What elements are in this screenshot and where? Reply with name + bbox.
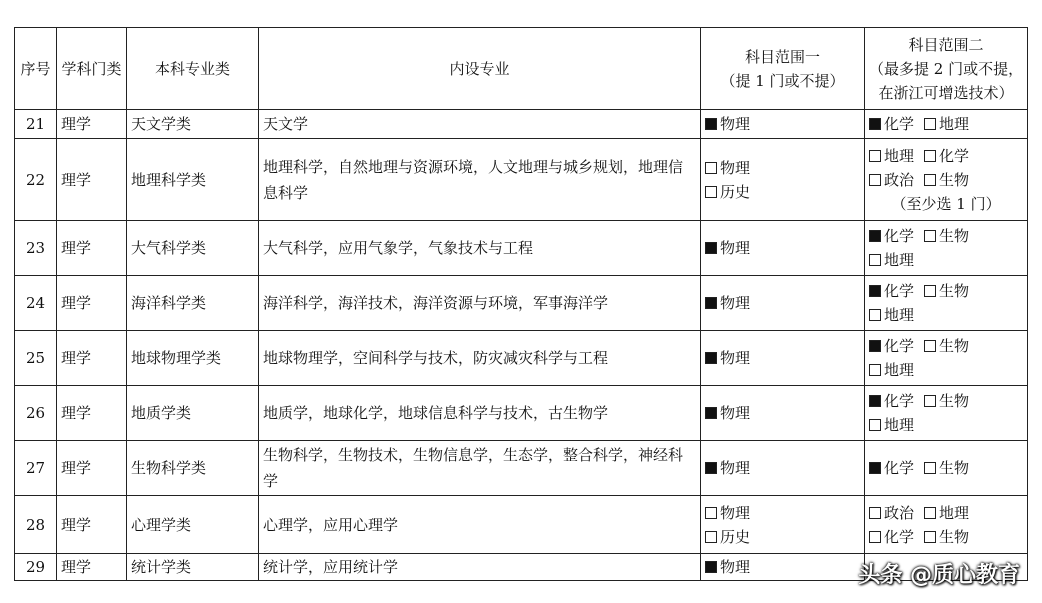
subject-label: 物理 bbox=[720, 115, 751, 133]
unchecked-box-icon bbox=[869, 531, 881, 543]
subject-label: 物理 bbox=[720, 558, 751, 576]
range2-note: （至少选 1 门） bbox=[891, 194, 1001, 213]
header-field: 学科门类 bbox=[57, 28, 127, 110]
subject-label: 物理 bbox=[720, 349, 751, 367]
unchecked-box-icon bbox=[924, 531, 936, 543]
cell-field: 理学 bbox=[57, 276, 127, 331]
unchecked-box-icon bbox=[705, 531, 717, 543]
cell-range2 bbox=[865, 441, 1028, 496]
range1-line bbox=[705, 236, 860, 260]
checked-box-icon bbox=[705, 462, 717, 474]
subject-option bbox=[869, 413, 914, 437]
checked-box-icon bbox=[705, 118, 717, 130]
header-range1-title: 科目范围一 bbox=[744, 47, 820, 66]
subject-label: 地理 bbox=[939, 503, 970, 522]
cell-range1 bbox=[701, 386, 865, 441]
checked-box-icon bbox=[705, 242, 717, 254]
cell-category: 天文学类 bbox=[127, 110, 259, 139]
checked-box-icon bbox=[869, 285, 881, 297]
range1-line bbox=[705, 401, 860, 425]
range2-line bbox=[869, 456, 1023, 480]
subject-option bbox=[869, 525, 914, 549]
unchecked-box-icon bbox=[924, 118, 936, 130]
subject-option bbox=[869, 389, 914, 413]
cell-range1 bbox=[701, 331, 865, 386]
cell-majors: 统计学，应用统计学 bbox=[259, 554, 701, 581]
cell-majors: 地球物理学，空间科学与技术，防灾减灾科学与工程 bbox=[259, 331, 701, 386]
cell-range2 bbox=[865, 331, 1028, 386]
cell-field: 理学 bbox=[57, 386, 127, 441]
cell-field: 理学 bbox=[57, 221, 127, 276]
checked-box-icon bbox=[869, 230, 881, 242]
subject-option bbox=[924, 501, 969, 525]
cell-majors: 生物科学，生物技术，生物信息学，生态学，整合科学，神经科学 bbox=[259, 441, 701, 496]
subject-label: 物理 bbox=[720, 158, 751, 177]
checked-box-icon bbox=[705, 561, 717, 573]
subject-option bbox=[869, 144, 914, 168]
cell-no: 24 bbox=[15, 276, 57, 331]
subject-label: 物理 bbox=[720, 459, 751, 477]
unchecked-box-icon bbox=[924, 285, 936, 297]
cell-range2 bbox=[865, 496, 1028, 554]
subject-option bbox=[924, 224, 969, 248]
subject-option bbox=[705, 401, 750, 425]
cell-no: 22 bbox=[15, 139, 57, 221]
cell-range2 bbox=[865, 110, 1028, 139]
subject-label: 生物 bbox=[939, 459, 970, 477]
table-row bbox=[15, 386, 1028, 441]
range1-line bbox=[705, 180, 860, 204]
unchecked-box-icon bbox=[705, 162, 717, 174]
cell-no: 21 bbox=[15, 110, 57, 139]
cell-range2 bbox=[865, 221, 1028, 276]
checked-box-icon bbox=[869, 340, 881, 352]
subject-option bbox=[705, 525, 750, 549]
cell-range2 bbox=[865, 386, 1028, 441]
header-row bbox=[15, 28, 1028, 110]
subject-label: 生物 bbox=[939, 392, 970, 410]
checked-box-icon bbox=[705, 297, 717, 309]
subject-option bbox=[705, 291, 750, 315]
cell-category: 统计学类 bbox=[127, 554, 259, 581]
range2-line bbox=[869, 525, 1023, 549]
header-range1-note: （提 1 门或不提） bbox=[720, 71, 845, 90]
range2-line bbox=[869, 112, 1023, 136]
subject-option bbox=[924, 456, 969, 480]
table-row bbox=[15, 331, 1028, 386]
header-majors: 内设专业 bbox=[259, 28, 701, 110]
unchecked-box-icon bbox=[869, 507, 881, 519]
cell-category: 海洋科学类 bbox=[127, 276, 259, 331]
cell-majors: 天文学 bbox=[259, 110, 701, 139]
subject-option bbox=[924, 279, 969, 303]
subject-label: 生物 bbox=[939, 282, 970, 300]
subject-label: 化学 bbox=[884, 459, 915, 477]
table-row bbox=[15, 139, 1028, 221]
subject-label: 历史 bbox=[720, 182, 751, 201]
cell-range1 bbox=[701, 110, 865, 139]
subject-option bbox=[705, 156, 750, 180]
cell-range1 bbox=[701, 554, 865, 581]
subject-option bbox=[869, 248, 914, 272]
cell-field: 理学 bbox=[57, 110, 127, 139]
subject-label: 化学 bbox=[884, 527, 915, 546]
cell-range2 bbox=[865, 276, 1028, 331]
range2-line bbox=[869, 224, 1023, 248]
subject-label: 生物 bbox=[939, 170, 970, 189]
unchecked-box-icon bbox=[924, 150, 936, 162]
range1-line bbox=[705, 501, 860, 525]
checked-box-icon bbox=[705, 407, 717, 419]
watermark: 头条 @质心教育 bbox=[858, 563, 1020, 588]
cell-range1 bbox=[701, 441, 865, 496]
cell-category: 生物科学类 bbox=[127, 441, 259, 496]
range2-line bbox=[869, 413, 1023, 437]
subject-option bbox=[924, 525, 969, 549]
cell-field: 理学 bbox=[57, 139, 127, 221]
subject-label: 物理 bbox=[720, 404, 751, 422]
cell-no: 27 bbox=[15, 441, 57, 496]
checked-box-icon bbox=[869, 462, 881, 474]
range1-line bbox=[705, 456, 860, 480]
unchecked-box-icon bbox=[924, 174, 936, 186]
header-range2-title: 科目范围二 bbox=[908, 35, 984, 54]
subject-option bbox=[869, 358, 914, 382]
subject-option bbox=[869, 456, 914, 480]
subject-option bbox=[924, 144, 969, 168]
range2-line bbox=[869, 248, 1023, 272]
subject-label: 物理 bbox=[720, 294, 751, 312]
cell-category: 地理科学类 bbox=[127, 139, 259, 221]
subject-option bbox=[705, 555, 750, 579]
unchecked-box-icon bbox=[924, 462, 936, 474]
range2-line bbox=[869, 168, 1023, 192]
subject-option bbox=[869, 501, 914, 525]
unchecked-box-icon bbox=[869, 254, 881, 266]
unchecked-box-icon bbox=[869, 309, 881, 321]
subject-option bbox=[705, 236, 750, 260]
table-row bbox=[15, 110, 1028, 139]
cell-no: 23 bbox=[15, 221, 57, 276]
cell-range2 bbox=[865, 139, 1028, 221]
cell-category: 地质学类 bbox=[127, 386, 259, 441]
subject-option bbox=[869, 168, 914, 192]
cell-majors: 大气科学，应用气象学，气象技术与工程 bbox=[259, 221, 701, 276]
subject-option bbox=[869, 112, 914, 136]
table-row bbox=[15, 276, 1028, 331]
cell-field: 理学 bbox=[57, 441, 127, 496]
subject-option bbox=[869, 279, 914, 303]
range2-line bbox=[869, 501, 1023, 525]
unchecked-box-icon bbox=[924, 230, 936, 242]
header-category: 本科专业类 bbox=[127, 28, 259, 110]
header-no: 序号 bbox=[15, 28, 57, 110]
subject-label: 化学 bbox=[939, 146, 970, 165]
range1-line bbox=[705, 156, 860, 180]
header-range1 bbox=[701, 28, 865, 110]
table-row bbox=[15, 221, 1028, 276]
unchecked-box-icon bbox=[924, 507, 936, 519]
subject-label: 物理 bbox=[720, 239, 751, 257]
cell-no: 25 bbox=[15, 331, 57, 386]
unchecked-box-icon bbox=[869, 150, 881, 162]
range1-line bbox=[705, 555, 860, 579]
cell-majors: 地理科学，自然地理与资源环境，人文地理与城乡规划，地理信息科学 bbox=[259, 139, 701, 221]
header-range2 bbox=[865, 28, 1028, 110]
subject-label: 物理 bbox=[720, 503, 751, 522]
subject-label: 化学 bbox=[884, 392, 915, 410]
table-row bbox=[15, 496, 1028, 554]
subject-label: 地理 bbox=[884, 416, 915, 434]
unchecked-box-icon bbox=[705, 507, 717, 519]
unchecked-box-icon bbox=[869, 364, 881, 376]
subject-option bbox=[869, 303, 914, 327]
cell-majors: 海洋科学，海洋技术，海洋资源与环境，军事海洋学 bbox=[259, 276, 701, 331]
range2-line bbox=[869, 303, 1023, 327]
range1-line bbox=[705, 291, 860, 315]
unchecked-box-icon bbox=[869, 174, 881, 186]
unchecked-box-icon bbox=[705, 186, 717, 198]
cell-range1 bbox=[701, 496, 865, 554]
cell-range1 bbox=[701, 276, 865, 331]
cell-range1 bbox=[701, 139, 865, 221]
range1-line bbox=[705, 112, 860, 136]
table-row bbox=[15, 441, 1028, 496]
checked-box-icon bbox=[869, 395, 881, 407]
cell-field: 理学 bbox=[57, 496, 127, 554]
cell-no: 28 bbox=[15, 496, 57, 554]
subject-requirements-table bbox=[14, 27, 1028, 581]
subject-option bbox=[924, 112, 969, 136]
unchecked-box-icon bbox=[869, 419, 881, 431]
cell-field: 理学 bbox=[57, 331, 127, 386]
range2-line bbox=[869, 358, 1023, 382]
cell-no: 29 bbox=[15, 554, 57, 581]
range2-line bbox=[869, 144, 1023, 168]
subject-label: 生物 bbox=[939, 227, 970, 245]
subject-label: 历史 bbox=[720, 527, 751, 546]
subject-label: 地理 bbox=[884, 361, 915, 379]
subject-option bbox=[705, 112, 750, 136]
cell-category: 大气科学类 bbox=[127, 221, 259, 276]
subject-option bbox=[705, 501, 750, 525]
subject-label: 化学 bbox=[884, 227, 915, 245]
unchecked-box-icon bbox=[924, 395, 936, 407]
subject-label: 化学 bbox=[884, 337, 915, 355]
subject-option bbox=[924, 389, 969, 413]
cell-category: 心理学类 bbox=[127, 496, 259, 554]
subject-label: 地理 bbox=[884, 146, 915, 165]
range1-line bbox=[705, 525, 860, 549]
subject-label: 地理 bbox=[884, 251, 915, 269]
range1-line bbox=[705, 346, 860, 370]
cell-no: 26 bbox=[15, 386, 57, 441]
checked-box-icon bbox=[869, 118, 881, 130]
subject-label: 化学 bbox=[884, 282, 915, 300]
subject-label: 政治 bbox=[884, 503, 915, 522]
subject-option bbox=[705, 346, 750, 370]
subject-option bbox=[924, 168, 969, 192]
subject-option bbox=[705, 456, 750, 480]
cell-field: 理学 bbox=[57, 554, 127, 581]
subject-option bbox=[869, 224, 914, 248]
subject-label: 生物 bbox=[939, 527, 970, 546]
checked-box-icon bbox=[705, 352, 717, 364]
subject-label: 地理 bbox=[939, 115, 970, 133]
range2-line bbox=[869, 389, 1023, 413]
subject-option bbox=[869, 334, 914, 358]
subject-label: 生物 bbox=[939, 337, 970, 355]
cell-range1 bbox=[701, 221, 865, 276]
unchecked-box-icon bbox=[924, 340, 936, 352]
cell-majors: 心理学，应用心理学 bbox=[259, 496, 701, 554]
cell-category: 地球物理学类 bbox=[127, 331, 259, 386]
subject-option bbox=[924, 334, 969, 358]
header-range2-note-2: 在浙江可增选技术） bbox=[878, 83, 1014, 102]
range2-line bbox=[869, 334, 1023, 358]
subject-option bbox=[705, 180, 750, 204]
subject-label: 地理 bbox=[884, 306, 915, 324]
header-range2-note-1: （最多提 2 门或不提， bbox=[869, 59, 1024, 78]
cell-majors: 地质学，地球化学，地球信息科学与技术，古生物学 bbox=[259, 386, 701, 441]
subject-label: 化学 bbox=[884, 115, 915, 133]
range2-line bbox=[869, 279, 1023, 303]
subject-label: 政治 bbox=[884, 170, 915, 189]
